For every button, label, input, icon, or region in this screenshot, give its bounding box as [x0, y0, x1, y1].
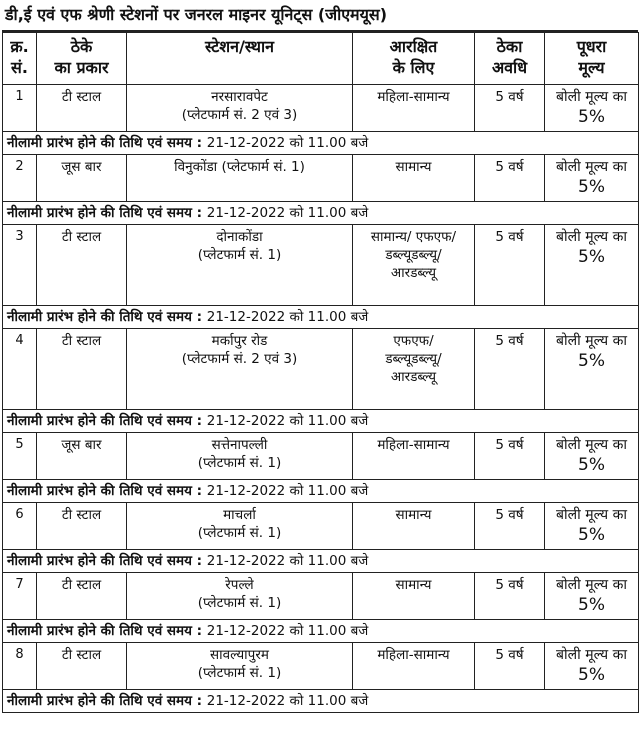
reserved-for-cell: [353, 433, 475, 480]
contract-type-cell: टी स्टाल: [37, 85, 127, 132]
premium-percent: 5%: [578, 247, 605, 267]
station-line: नरसारावपेट: [211, 89, 268, 105]
contract-type-cell: टी स्टाल: [37, 643, 127, 690]
premium-cell: [545, 225, 639, 306]
contract-type-cell: टी स्टाल: [37, 503, 127, 550]
table-body: [3, 85, 639, 713]
table-row: [3, 155, 639, 202]
premium-percent: 5%: [578, 177, 605, 197]
station-line: (प्लेटफार्म सं. 1): [197, 595, 282, 611]
station-cell: [127, 573, 353, 620]
reserved-line: महिला-सामान्य: [377, 437, 450, 453]
premium-percent: 5%: [578, 107, 605, 127]
premium-percent: 5%: [578, 455, 605, 475]
reserved-line: डब्ल्यूडब्ल्यू/: [385, 351, 442, 367]
serial-number-cell: 1: [3, 85, 37, 132]
duration-cell: 5 वर्ष: [475, 85, 545, 132]
station-cell: [127, 329, 353, 410]
premium-cell: [545, 643, 639, 690]
reserved-line: आरडब्ल्यू: [390, 369, 437, 385]
auction-value: 21-12-2022 को 11.00 बजे: [206, 623, 369, 639]
auction-value: 21-12-2022 को 11.00 बजे: [206, 483, 369, 499]
reserved-line: सामान्य/ एफएफ/: [370, 229, 457, 245]
station-cell: [127, 643, 353, 690]
station-cell: [127, 225, 353, 306]
station-line: सत्तेनापल्ली: [211, 437, 268, 453]
serial-number-cell: 6: [3, 503, 37, 550]
auction-date-cell: [3, 306, 639, 329]
table-row: [3, 225, 639, 306]
auction-label: नीलामी प्रारंभ होने की तिथि एवं समय :: [7, 693, 203, 709]
premium-cell: [545, 433, 639, 480]
duration-cell: 5 वर्ष: [475, 643, 545, 690]
station-cell: [127, 85, 353, 132]
gmu-table: [2, 32, 639, 713]
auction-date-row: [3, 306, 639, 329]
auction-date-row: [3, 480, 639, 503]
duration-cell: 5 वर्ष: [475, 503, 545, 550]
reserved-line: सामान्य: [395, 507, 432, 523]
contract-type-cell: टी स्टाल: [37, 225, 127, 306]
auction-date-cell: [3, 480, 639, 503]
premium-cell: [545, 85, 639, 132]
serial-number-cell: 2: [3, 155, 37, 202]
table-row: [3, 85, 639, 132]
reserved-for-cell: [353, 503, 475, 550]
station-cell: [127, 155, 353, 202]
duration-cell: 5 वर्ष: [475, 573, 545, 620]
reserved-line: एफएफ/: [393, 333, 434, 349]
reserved-line: महिला-सामान्य: [377, 647, 450, 663]
serial-number-cell: 4: [3, 329, 37, 410]
station-line: विनुकोंडा (प्लेटफार्म सं. 1): [174, 159, 305, 175]
auction-label: नीलामी प्रारंभ होने की तिथि एवं समय :: [7, 553, 203, 569]
table-row: [3, 503, 639, 550]
header-duration: ठेका अवधि: [475, 33, 545, 85]
auction-date-row: [3, 550, 639, 573]
notice-sheet: [2, 0, 638, 713]
reserved-line: आरडब्ल्यू: [390, 265, 437, 281]
table-row: [3, 573, 639, 620]
header-station: स्टेशन/स्थान: [127, 33, 353, 85]
auction-date-cell: [3, 620, 639, 643]
auction-label: नीलामी प्रारंभ होने की तिथि एवं समय :: [7, 623, 203, 639]
contract-type-cell: जूस बार: [37, 155, 127, 202]
auction-label: नीलामी प्रारंभ होने की तिथि एवं समय :: [7, 205, 203, 221]
reserved-line: महिला-सामान्य: [377, 89, 450, 105]
station-line: दोनाकोंडा: [216, 229, 263, 245]
auction-date-row: [3, 202, 639, 225]
premium-cell: [545, 329, 639, 410]
premium-label: बोली मूल्य का: [556, 333, 627, 349]
premium-percent: 5%: [578, 351, 605, 371]
premium-label: बोली मूल्य का: [556, 159, 627, 175]
reserved-line: सामान्य: [395, 577, 432, 593]
auction-date-cell: [3, 690, 639, 713]
premium-percent: 5%: [578, 595, 605, 615]
auction-value: 21-12-2022 को 11.00 बजे: [206, 553, 369, 569]
station-line: माचर्ला: [223, 507, 256, 523]
duration-cell: 5 वर्ष: [475, 155, 545, 202]
auction-date-row: [3, 410, 639, 433]
serial-number-cell: 8: [3, 643, 37, 690]
station-cell: [127, 503, 353, 550]
reserved-for-cell: [353, 85, 475, 132]
header-premium: पूधरा मूल्य: [545, 33, 639, 85]
premium-label: बोली मूल्य का: [556, 437, 627, 453]
duration-cell: 5 वर्ष: [475, 433, 545, 480]
reserved-line: डब्ल्यूडब्ल्यू/: [385, 247, 442, 263]
station-line: (प्लेटफार्म सं. 2 एवं 3): [181, 107, 298, 123]
auction-date-cell: [3, 132, 639, 155]
auction-value: 21-12-2022 को 11.00 बजे: [206, 413, 369, 429]
contract-type-cell: टी स्टाल: [37, 329, 127, 410]
premium-cell: [545, 573, 639, 620]
auction-value: 21-12-2022 को 11.00 बजे: [206, 693, 369, 709]
contract-type-cell: टी स्टाल: [37, 573, 127, 620]
auction-date-row: [3, 690, 639, 713]
table-row: [3, 643, 639, 690]
auction-date-cell: [3, 410, 639, 433]
table-row: [3, 329, 639, 410]
premium-percent: 5%: [578, 665, 605, 685]
reserved-for-cell: [353, 643, 475, 690]
header-row: [3, 33, 639, 85]
premium-label: बोली मूल्य का: [556, 89, 627, 105]
reserved-for-cell: [353, 155, 475, 202]
station-cell: [127, 433, 353, 480]
serial-number-cell: 3: [3, 225, 37, 306]
premium-cell: [545, 155, 639, 202]
serial-number-cell: 5: [3, 433, 37, 480]
auction-date-cell: [3, 202, 639, 225]
station-line: (प्लेटफार्म सं. 1): [197, 455, 282, 471]
station-line: रेपल्ले: [225, 577, 254, 593]
station-line: (प्लेटफार्म सं. 2 एवं 3): [181, 351, 298, 367]
header-contract-type: ठेके का प्रकार: [37, 33, 127, 85]
station-line: मर्कापुर रोड: [211, 333, 268, 349]
duration-cell: 5 वर्ष: [475, 329, 545, 410]
serial-number-cell: 7: [3, 573, 37, 620]
auction-date-row: [3, 620, 639, 643]
auction-value: 21-12-2022 को 11.00 बजे: [206, 309, 369, 325]
auction-value: 21-12-2022 को 11.00 बजे: [206, 135, 369, 151]
header-sno: क्र. सं.: [3, 33, 37, 85]
auction-label: नीलामी प्रारंभ होने की तिथि एवं समय :: [7, 413, 203, 429]
auction-date-cell: [3, 550, 639, 573]
premium-label: बोली मूल्य का: [556, 577, 627, 593]
reserved-for-cell: [353, 573, 475, 620]
auction-label: नीलामी प्रारंभ होने की तिथि एवं समय :: [7, 483, 203, 499]
reserved-for-cell: [353, 329, 475, 410]
notice-title: डी,ई एवं एफ श्रेणी स्टेशनों पर जनरल माइनर यूनिट्स (जीएमयूस): [2, 0, 638, 32]
premium-cell: [545, 503, 639, 550]
auction-date-row: [3, 132, 639, 155]
station-line: (प्लेटफार्म सं. 1): [197, 247, 282, 263]
header-reserved: आरक्षित के लिए: [353, 33, 475, 85]
auction-label: नीलामी प्रारंभ होने की तिथि एवं समय :: [7, 135, 203, 151]
premium-label: बोली मूल्य का: [556, 647, 627, 663]
station-line: (प्लेटफार्म सं. 1): [197, 525, 282, 541]
premium-label: बोली मूल्य का: [556, 507, 627, 523]
table-row: [3, 433, 639, 480]
station-line: सावल्यापुरम: [210, 647, 269, 663]
premium-label: बोली मूल्य का: [556, 229, 627, 245]
station-line: (प्लेटफार्म सं. 1): [197, 665, 282, 681]
contract-type-cell: जूस बार: [37, 433, 127, 480]
duration-cell: 5 वर्ष: [475, 225, 545, 306]
auction-value: 21-12-2022 को 11.00 बजे: [206, 205, 369, 221]
auction-label: नीलामी प्रारंभ होने की तिथि एवं समय :: [7, 309, 203, 325]
reserved-line: सामान्य: [395, 159, 432, 175]
premium-percent: 5%: [578, 525, 605, 545]
reserved-for-cell: [353, 225, 475, 306]
